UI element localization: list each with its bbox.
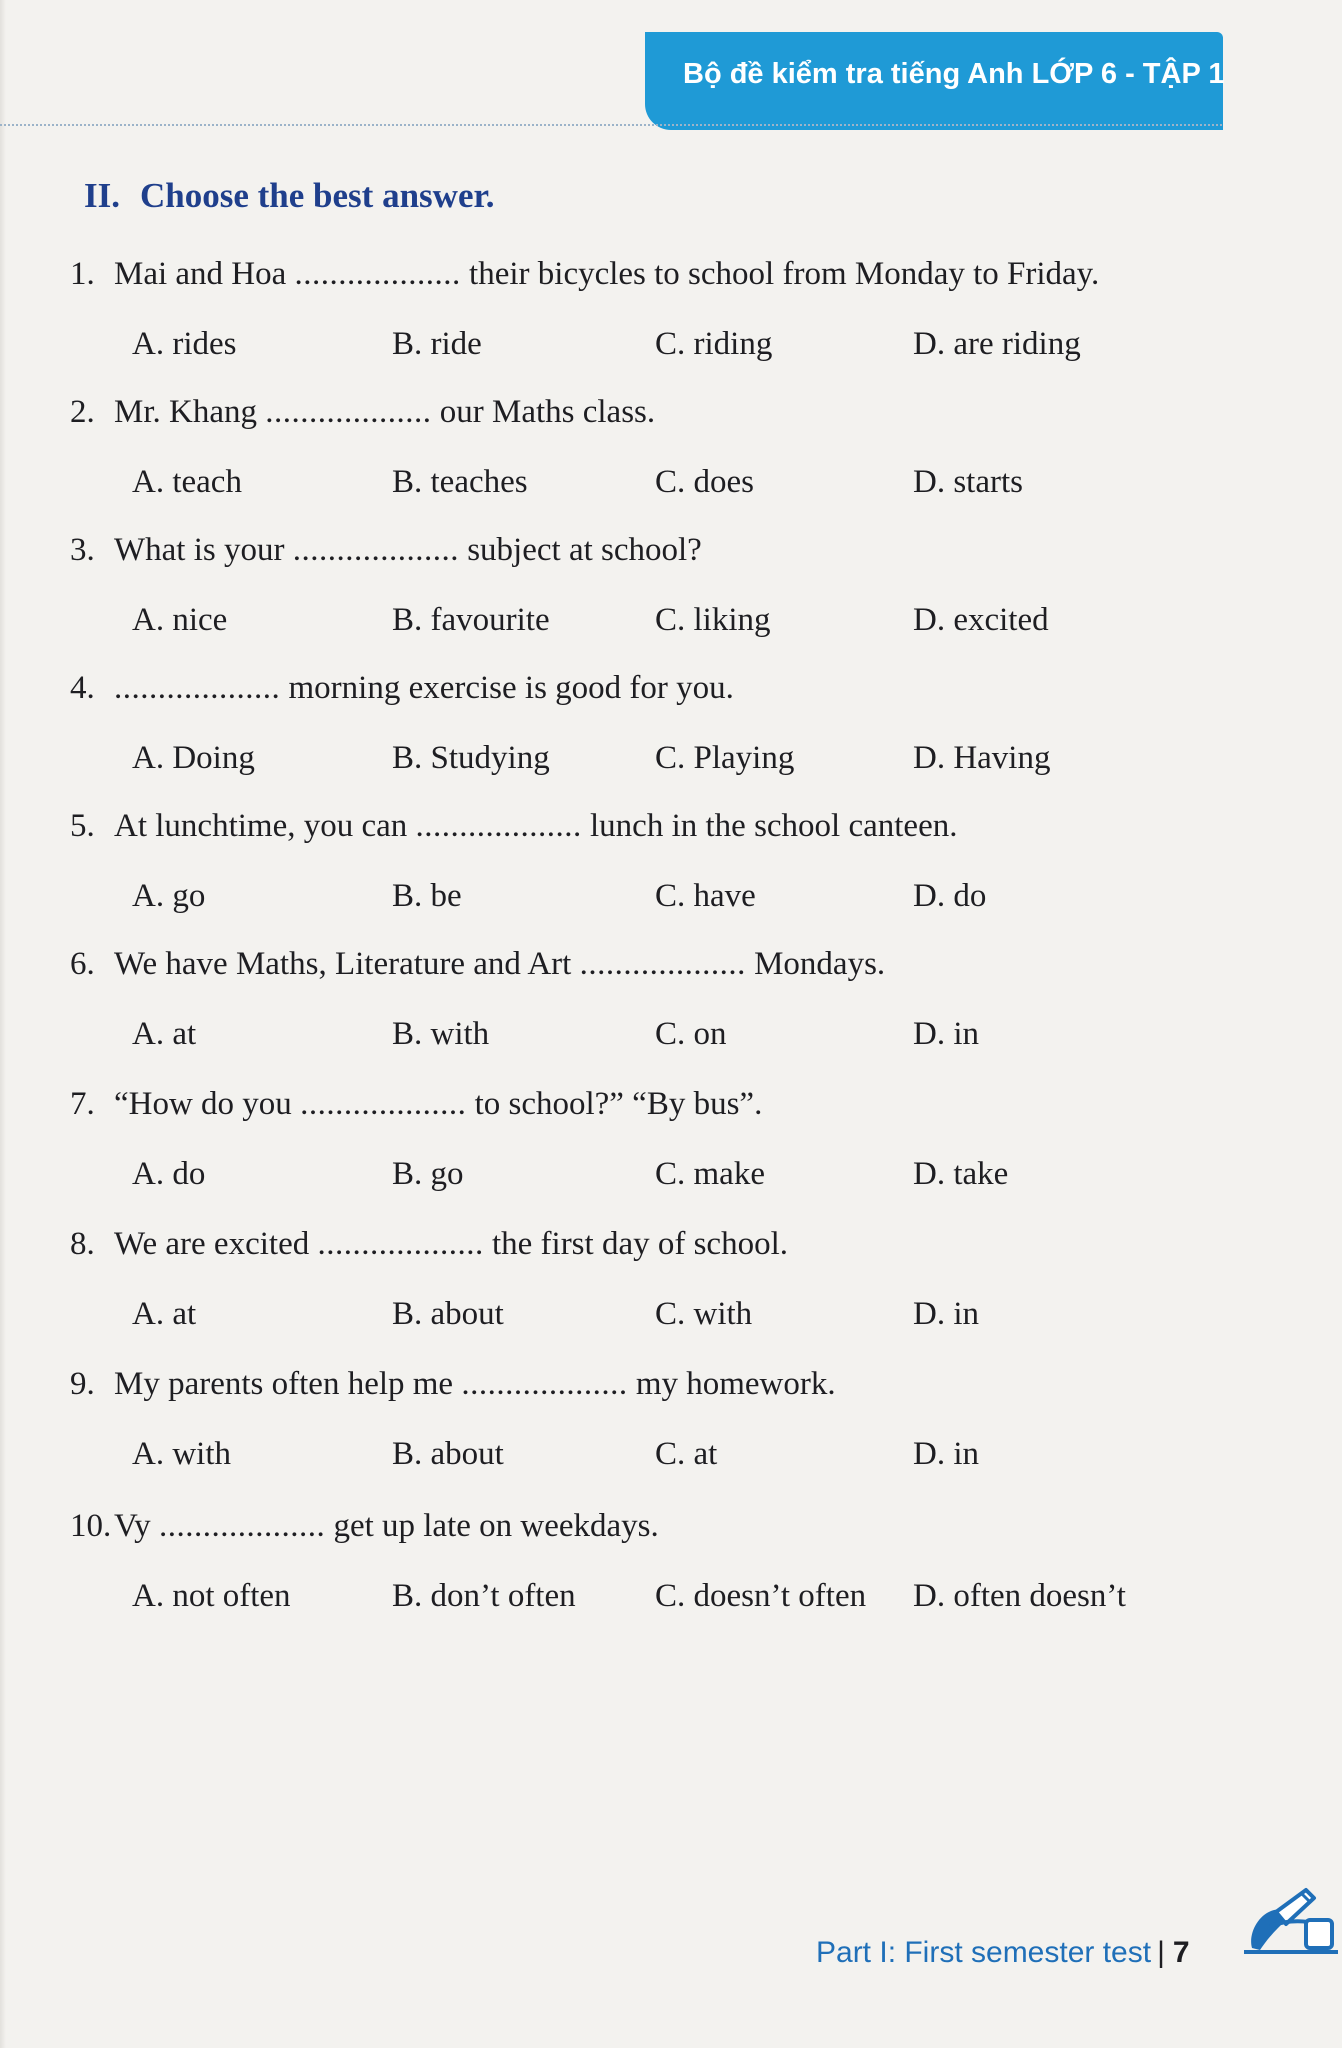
question-number: 3.	[70, 532, 95, 568]
question-text	[70, 808, 957, 845]
question-number: 9.	[70, 1366, 95, 1402]
option-c: C. on	[655, 1016, 727, 1052]
question-before: Mr. Khang	[114, 394, 257, 430]
answer-blank: ...................	[158, 1508, 326, 1544]
answer-blank: ...................	[300, 1086, 467, 1122]
question-after: lunch in the school canteen.	[590, 808, 958, 844]
option-d: D. do	[913, 878, 987, 914]
option-a: A. at	[132, 1296, 197, 1332]
part-label: Part I: First semester test	[816, 1936, 1152, 1969]
question-text	[70, 1086, 762, 1123]
answer-blank: ...................	[292, 532, 459, 568]
question-before: My parents often help me	[114, 1366, 454, 1402]
question-after: the first day of school.	[491, 1226, 788, 1262]
option-a: A. nice	[132, 602, 228, 638]
option-b: B. favourite	[392, 602, 550, 638]
question-after: their bicycles to school from Monday to Friday.	[469, 256, 1100, 292]
option-c: C. does	[655, 464, 754, 500]
question-number: 5.	[70, 808, 95, 844]
question-before: We are excited	[114, 1226, 310, 1262]
question-number: 7.	[70, 1086, 95, 1122]
answer-blank: ...................	[265, 394, 432, 430]
question-2	[70, 394, 1250, 532]
question-6	[70, 946, 1250, 1084]
question-after: subject at school?	[467, 532, 702, 568]
page-footer	[816, 1936, 1190, 1970]
question-after: my homework.	[635, 1366, 836, 1402]
option-b: B. go	[392, 1156, 464, 1192]
option-d: D. in	[913, 1296, 979, 1332]
question-5	[70, 808, 1250, 946]
question-before: Vy	[114, 1508, 151, 1544]
question-before: We have Maths, Literature and Art	[114, 946, 572, 982]
section-heading	[84, 176, 495, 216]
section-title: Choose the best answer.	[140, 176, 495, 215]
option-a: A. with	[132, 1436, 231, 1472]
option-a: A. go	[132, 878, 206, 914]
footer-separator: |	[1157, 1936, 1165, 1969]
option-d: D. take	[913, 1156, 1009, 1192]
question-after: our Maths class.	[439, 394, 656, 430]
option-a: A. not often	[132, 1578, 291, 1614]
option-c: C. liking	[655, 602, 771, 638]
question-text	[70, 670, 734, 707]
book-title-badge	[645, 32, 1223, 130]
option-b: B. with	[392, 1016, 490, 1052]
question-after: to school?” “By bus”.	[474, 1086, 763, 1122]
question-number: 1.	[70, 256, 95, 292]
question-text	[70, 1508, 659, 1545]
question-10	[70, 1508, 1250, 1646]
question-text	[70, 256, 1099, 293]
option-c: C. make	[655, 1156, 765, 1192]
question-after: morning exercise is good for you.	[288, 670, 734, 706]
question-before: Mai and Hoa	[114, 256, 287, 292]
option-b: B. teaches	[392, 464, 528, 500]
question-8	[70, 1226, 1250, 1364]
option-d: D. often doesn’t	[913, 1578, 1126, 1614]
option-d: D. starts	[913, 464, 1023, 500]
option-a: A. teach	[132, 464, 242, 500]
answer-blank: ...................	[461, 1366, 628, 1402]
question-text	[70, 394, 655, 431]
option-c: C. doesn’t often	[655, 1578, 867, 1614]
option-a: A. at	[132, 1016, 197, 1052]
question-number: 2.	[70, 394, 95, 430]
question-text	[70, 1226, 788, 1263]
option-a: A. Doing	[132, 740, 255, 776]
question-4	[70, 670, 1250, 808]
option-b: B. Studying	[392, 740, 550, 776]
question-1	[70, 256, 1250, 394]
question-after: get up late on weekdays.	[333, 1508, 659, 1544]
question-after: Mondays.	[754, 946, 886, 982]
option-b: B. be	[392, 878, 462, 914]
question-7	[70, 1086, 1250, 1224]
option-c: C. Playing	[655, 740, 795, 776]
option-b: B. about	[392, 1296, 504, 1332]
answer-blank: ...................	[294, 256, 461, 292]
pen-writing-icon	[1230, 1886, 1342, 1966]
page-edge	[0, 0, 6, 2048]
option-a: A. rides	[132, 326, 237, 362]
header-divider	[0, 124, 1222, 126]
option-d: D. Having	[913, 740, 1051, 776]
question-number: 10.	[70, 1508, 112, 1544]
question-text	[70, 946, 885, 983]
option-a: A. do	[132, 1156, 206, 1192]
option-b: B. don’t often	[392, 1578, 576, 1614]
page-number: 7	[1172, 1936, 1190, 1969]
question-number: 4.	[70, 670, 95, 706]
answer-blank: ...................	[579, 946, 746, 982]
option-c: C. riding	[655, 326, 773, 362]
option-b: B. about	[392, 1436, 504, 1472]
question-9	[70, 1366, 1250, 1504]
option-d: D. excited	[913, 602, 1049, 638]
question-before: What is your	[114, 532, 285, 568]
question-text	[70, 1366, 836, 1403]
option-b: B. ride	[392, 326, 482, 362]
question-number: 8.	[70, 1226, 95, 1262]
option-c: C. have	[655, 878, 756, 914]
section-number: II.	[84, 176, 120, 215]
question-text	[70, 532, 702, 569]
option-d: D. in	[913, 1016, 979, 1052]
question-number: 6.	[70, 946, 95, 982]
option-d: D. in	[913, 1436, 979, 1472]
answer-blank: ...................	[114, 670, 281, 706]
option-c: C. with	[655, 1296, 753, 1332]
answer-blank: ...................	[317, 1226, 484, 1262]
question-3	[70, 532, 1250, 670]
answer-blank: ...................	[415, 808, 582, 844]
option-c: C. at	[655, 1436, 718, 1472]
book-title: Bộ đề kiểm tra tiếng Anh LỚP 6 - TẬP 1	[683, 58, 1225, 90]
question-before: At lunchtime, you can	[114, 808, 408, 844]
option-d: D. are riding	[913, 326, 1081, 362]
question-before: “How do you	[114, 1086, 292, 1122]
